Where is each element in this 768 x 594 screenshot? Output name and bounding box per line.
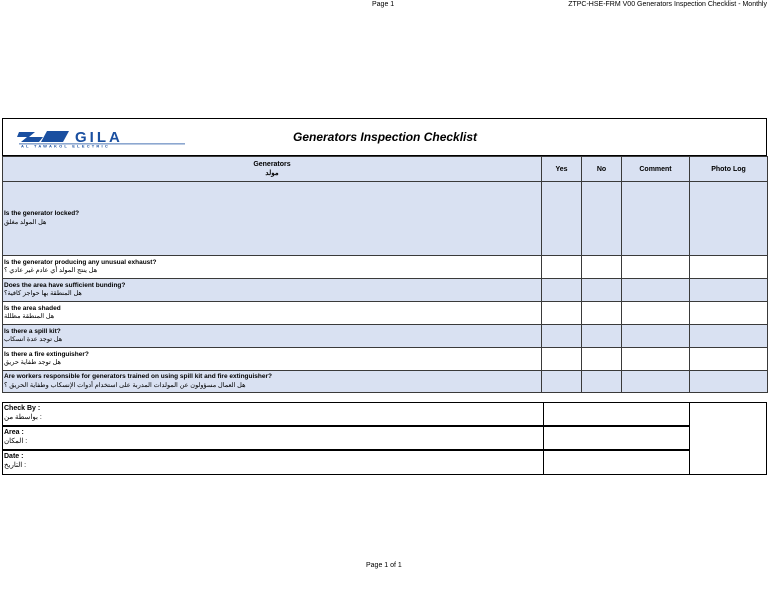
- yes-cell[interactable]: [542, 279, 582, 302]
- question-cell: [3, 371, 542, 393]
- table-row: [3, 182, 768, 256]
- question-en: Is the area shaded: [4, 304, 61, 312]
- comment-cell[interactable]: [622, 256, 690, 279]
- question-en: Is there a spill kit?: [4, 327, 61, 335]
- check-by-en: Check By :: [4, 405, 41, 412]
- inspection-table: [2, 156, 768, 393]
- question-en: Does the area have sufficient bunding?: [4, 281, 126, 289]
- no-cell[interactable]: [582, 182, 622, 256]
- question-cell: [3, 302, 542, 325]
- yes-cell[interactable]: [542, 256, 582, 279]
- question-en: Is there a fire extinguisher?: [4, 350, 89, 358]
- area-field[interactable]: [543, 427, 691, 450]
- check-by-label: [4, 404, 42, 422]
- area-row: [2, 426, 690, 450]
- column-header-yes: Yes: [542, 157, 582, 182]
- area-ar: المكان :: [4, 438, 28, 445]
- question-cell: [3, 182, 542, 256]
- question-cell: [3, 348, 542, 371]
- photo-log-cell[interactable]: [690, 302, 768, 325]
- photo-log-cell[interactable]: [690, 325, 768, 348]
- photo-log-cell[interactable]: [690, 256, 768, 279]
- page-header-number: Page 1: [372, 1, 395, 8]
- table-header-row: [3, 157, 768, 182]
- no-cell[interactable]: [582, 325, 622, 348]
- table-row: [3, 302, 768, 325]
- table-row: [3, 256, 768, 279]
- question-cell: [3, 279, 542, 302]
- table-row: [3, 279, 768, 302]
- question-ar: هل المولد مغلق: [4, 218, 47, 226]
- checklist-sheet: [2, 118, 767, 475]
- document-code: ZTPC-HSE-FRM V00 Generators Inspection Checklist - Monthly: [568, 1, 767, 8]
- check-by-field[interactable]: [543, 403, 691, 426]
- question-cell: [3, 256, 542, 279]
- question-ar: هل المنطقة مظللة: [4, 313, 55, 320]
- photo-log-cell[interactable]: [690, 371, 768, 393]
- comment-cell[interactable]: [622, 325, 690, 348]
- photo-log-cell[interactable]: [690, 182, 768, 256]
- question-ar: هل توجد طفاية حريق: [4, 359, 61, 366]
- question-ar: هل العمال مسؤولون عن المولدات المدربة على استخدام أدوات الإنسكاب وطفاية الحريق ؟: [4, 381, 246, 389]
- yes-cell[interactable]: [542, 182, 582, 256]
- no-cell[interactable]: [582, 348, 622, 371]
- area-label: [4, 428, 27, 446]
- yes-cell[interactable]: [542, 302, 582, 325]
- question-en: Is the generator locked?: [4, 210, 80, 217]
- document-title: Generators Inspection Checklist: [293, 130, 478, 144]
- date-row: [2, 450, 690, 475]
- question-ar: هل ينتج المولد أي عادم غير عادي ؟: [4, 267, 98, 274]
- comment-cell[interactable]: [622, 302, 690, 325]
- comment-cell[interactable]: [622, 279, 690, 302]
- question-en: Are workers responsible for generators trained on using spill kit and fire extinguisher?: [4, 373, 273, 380]
- svg-text:GILA: GILA: [75, 129, 123, 146]
- column-header-comment: Comment: [622, 157, 690, 182]
- date-ar: التاريخ :: [4, 462, 27, 469]
- photo-log-cell[interactable]: [690, 348, 768, 371]
- check-by-row: [2, 402, 690, 426]
- page-footer: Page 1 of 1: [366, 562, 402, 569]
- comment-cell[interactable]: [622, 182, 690, 256]
- area-en: Area :: [4, 429, 24, 436]
- no-cell[interactable]: [582, 371, 622, 393]
- date-field[interactable]: [543, 451, 691, 475]
- date-label: [4, 452, 26, 470]
- date-en: Date :: [4, 453, 24, 460]
- photo-log-cell[interactable]: [690, 279, 768, 302]
- yes-cell[interactable]: [542, 325, 582, 348]
- comment-cell[interactable]: [622, 348, 690, 371]
- svg-text:AL TAWAKOL ELECTRIC: AL TAWAKOL ELECTRIC: [21, 143, 110, 148]
- column-header-no: No: [582, 157, 622, 182]
- no-cell[interactable]: [582, 302, 622, 325]
- yes-cell[interactable]: [542, 371, 582, 393]
- comment-cell[interactable]: [622, 371, 690, 393]
- question-en: Is the generator producing any unusual exhaust?: [4, 258, 157, 266]
- table-row: [3, 371, 768, 393]
- yes-cell[interactable]: [542, 348, 582, 371]
- no-cell[interactable]: [582, 279, 622, 302]
- table-row: [3, 325, 768, 348]
- no-cell[interactable]: [582, 256, 622, 279]
- check-by-ar: بواسطة من :: [4, 414, 42, 421]
- title-bar: [2, 118, 767, 156]
- gila-logo-icon: [17, 128, 187, 148]
- question-ar: هل المنطقة بها حواجز كافية؟: [4, 290, 82, 297]
- question-cell: [3, 325, 542, 348]
- column-header-photo-log: Photo Log: [690, 157, 768, 182]
- column-header-generators: [3, 157, 542, 182]
- company-logo: [17, 128, 187, 148]
- header-generators-ar: مولد: [265, 170, 279, 177]
- header-generators-en: Generators: [253, 161, 291, 168]
- question-ar: هل توجد عدة انسكاب: [4, 336, 63, 343]
- table-row: [3, 348, 768, 371]
